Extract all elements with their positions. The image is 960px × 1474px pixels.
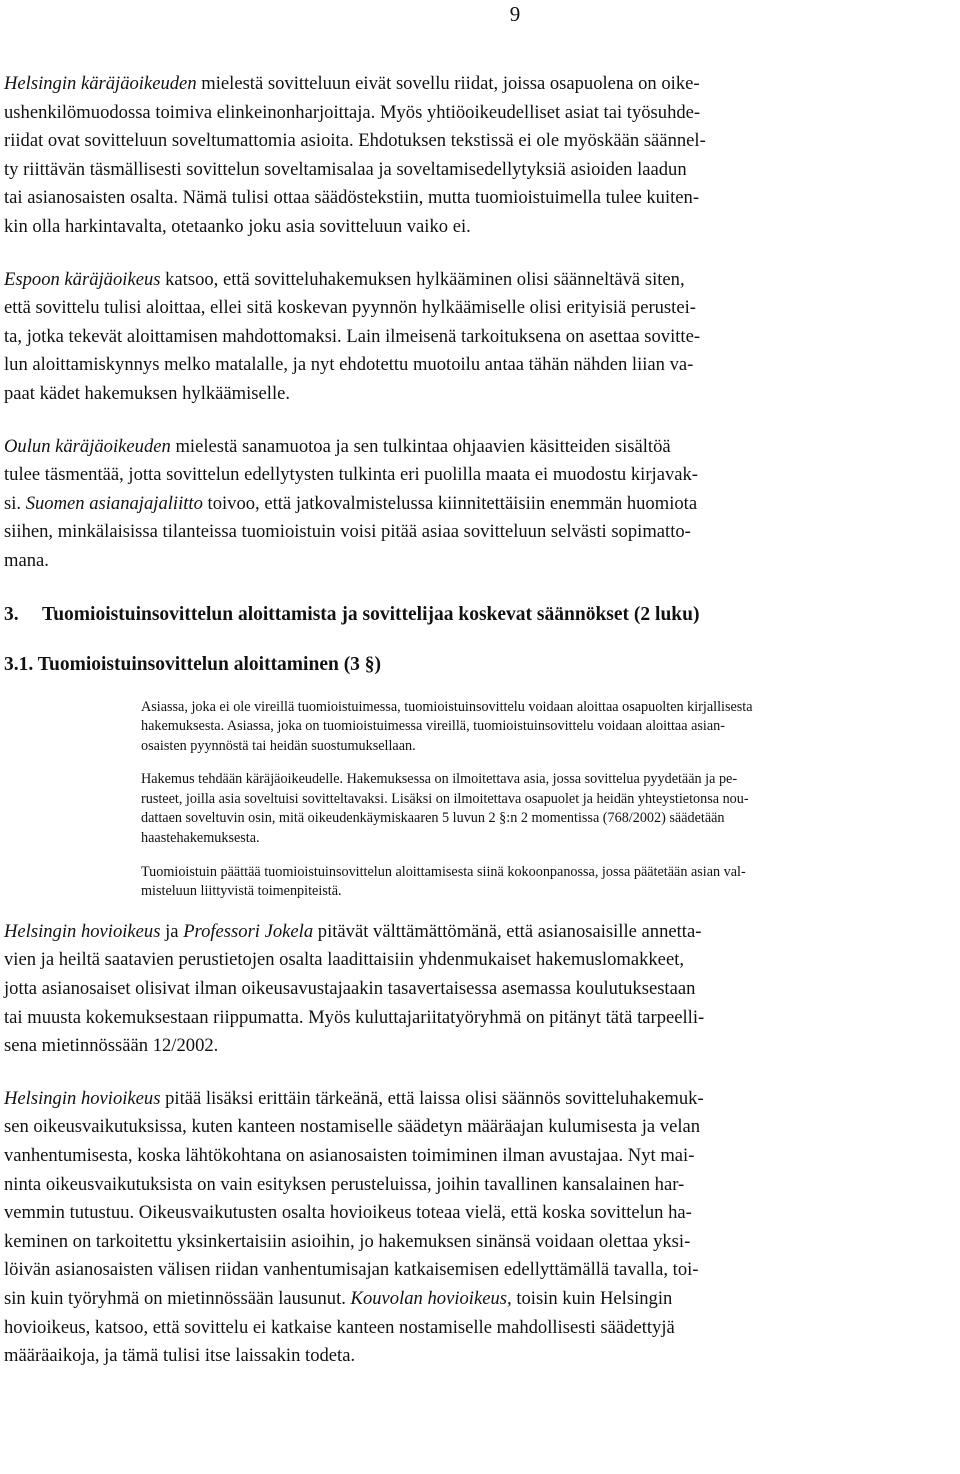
text-line [4,351,956,380]
section-number: 3. [4,603,19,625]
paragraph [4,70,956,242]
quote-paragraph [141,770,956,848]
text-run: vien ja heiltä saatavien perustietojen osalta laadittaisiin yhdenmukaiset hakemuslomakkeet, [4,949,685,971]
text-run: mielestä sanamuotoa ja sen tulkintaa ohjaavien käsitteiden sisältöä [170,435,671,457]
text-line [4,1142,956,1171]
text-line [4,1342,956,1371]
text-line [4,1256,956,1285]
italic-entity: Professori Jokela [183,920,314,942]
text-line [4,433,956,462]
text-line [4,266,956,295]
paragraphs-after [4,918,956,1371]
text-run: kin olla harkintavalta, otetaanko joku asia sovitteluun vaiko ei. [4,215,471,237]
text-line [4,1314,956,1343]
text-run: sena mietinnössään 12/2002. [4,1035,219,1057]
text-line [4,294,956,323]
text-run: lun aloittamiskynnys melko matalalle, ja nyt ehdotettu muotoilu antaa tähän nähden liian va- [4,354,694,376]
quote-line: osaisten pyynnöstä tai heidän suostumuksellaan. [141,737,416,754]
paragraphs-before [4,70,956,576]
text-line [4,184,956,213]
text-run: katsoo, että sovitteluhakemuksen hylkääminen olisi säänneltävä siten, [160,268,685,290]
section-title: Tuomioistuinsovittelun aloittamista ja sovittelijaa koskevat säännökset (2 luku) [42,603,700,625]
text-line [4,1228,956,1257]
text-line [4,518,956,547]
text-run: si. [4,492,26,514]
text-run: ta, jotka tekevät aloittamisen mahdottomaksi. Lain ilmeisenä tarkoituksena on asettaa sovitte- [4,325,701,347]
quote-line: Tuomioistuin päättää tuomioistuinsovittelun aloittamisesta siinä kokoonpanossa, jossa päätetään asian val- [141,863,746,880]
text-run: sin kuin työryhmä on mietinnössään lausunut. [4,1287,351,1309]
text-line [4,1113,956,1142]
text-run: pitävät välttämättömänä, että asianosaisille annetta- [313,920,702,942]
text-run: paat kädet hakemuksen hylkäämiselle. [4,382,291,404]
text-line [4,70,956,99]
text-run: mana. [4,549,49,571]
text-run: ninta oikeusvaikutuksista on vain esityksen perusteluissa, joihin tavallinen kansalainen har- [4,1173,685,1195]
text-line [4,1004,956,1033]
text-run: vanhentumisesta, koska lähtökohtana on asianosaisten toimiminen ilman avustajaa. Nyt mai- [4,1145,695,1166]
quote-line: misteluun liittyvistä toimenpiteistä. [141,883,342,900]
text-run: löivän asianosaisten välisen riidan vanhentumisajan katkaisemisen edellyttämällä tavalla, toi- [4,1259,699,1281]
subsection-heading-3-1: 3.1. Tuomioistuinsovittelun aloittaminen (3 §) [4,653,382,675]
quote-line: hakemuksesta. Asiassa, joka on tuomioistuimessa vireillä, tuomioistuinsovittelu voidaan aloittaa asian- [141,718,725,735]
paragraph [4,1085,956,1371]
text-run: keminen on tarkoitettu yksinkertaisiin asioihin, jo hakemuksen sinänsä voidaan olettaa yksi- [4,1230,691,1252]
page-number: 9 [509,2,521,26]
italic-entity: Helsingin käräjäoikeuden [4,73,197,94]
text-line [4,156,956,185]
italic-entity: Espoon käräjäoikeus [4,268,161,290]
quote-line: dattaen soveltuvin osin, mitä oikeudenkäymiskaaren 5 luvun 2 §:n 2 momentissa (768/2002) säädetään [141,810,725,827]
text-line [4,1032,956,1061]
text-run: siihen, minkälaisissa tilanteissa tuomioistuin voisi pitää asiaa sovitteluun selvästi sopimatto- [4,521,691,543]
text-line [4,975,956,1004]
text-run: hovioikeus, katsoo, että sovittelu ei katkaise kanteen nostamiselle mahdollisesti säädettyjä [4,1316,675,1338]
text-run: riidat ovat sovitteluun soveltumattomia asioita. Ehdotuksen tekstissä ei ole myöskään säännel- [4,130,706,152]
quote-paragraph [141,863,956,902]
italic-entity: Oulun käräjäoikeuden [4,435,171,457]
text-run: pitää lisäksi erittäin tärkeänä, että laissa olisi säännös sovitteluhakemuk- [160,1087,704,1109]
italic-entity: Suomen asianajajaliitto [25,492,203,514]
quote-line: Asiassa, joka ei ole vireillä tuomioistuimessa, tuomioistuinsovittelu voidaan aloittaa osapuolten kirjallisesta [141,698,753,715]
text-run: toivoo, että jatkovalmistelussa kiinnitettäisiin enemmän huomiota [202,492,698,514]
text-run: vemmin tutustuu. Oikeusvaikutusten osalta hovioikeus toteaa vielä, että koska sovittelun ha- [4,1202,692,1224]
italic-entity: Helsingin hovioikeus [4,1087,161,1109]
text-run: mielestä sovitteluun eivät sovellu riidat, joissa osapuolena on oike- [196,73,700,94]
text-run: toisin kuin Helsingin [511,1287,673,1309]
text-run: tulee täsmentää, jotta sovittelun edellytysten tulkinta eri puolilla maata ei muodostu kirjavak- [4,464,698,486]
text-line [4,547,956,576]
text-line [4,1285,956,1314]
paragraph [4,918,956,1061]
text-run: ty riittävän täsmällisesti sovittelun soveltamisalaa ja soveltamisedellytyksiä asioiden laadun [4,158,687,180]
quote-line: haastehakemuksesta. [141,830,260,847]
text-run: sen oikeusvaikutuksissa, kuten kanteen nostamiselle säädetyn määräajan kulumisesta ja velan [4,1116,701,1138]
quote-paragraph [141,698,956,757]
document-body [4,70,956,1395]
text-line [4,1085,956,1114]
text-line [4,918,956,947]
text-run: jotta asianosaiset olisivat ilman oikeusavustajaakin tasavertaisessa asemassa koulutuksestaan [4,978,696,1000]
quote-line: Hakemus tehdään käräjäoikeudelle. Hakemuksessa on ilmoitettava asia, jossa sovittelua pyydetään ja pe- [141,771,738,788]
text-run: tai asianosaisten osalta. Nämä tulisi ottaa säädöstekstiin, mutta tuomioistuimella tulee kuiten- [4,187,700,209]
quote-line: rusteet, joilla asia soveltuisi sovitteltavaksi. Lisäksi on ilmoitettava osapuolet ja heidän yhteystietonsa nou- [141,790,749,807]
text-line [4,380,956,409]
text-run: ja [160,920,184,942]
text-line [4,213,956,242]
text-run: ushenkilömuodossa toimiva elinkeinonharjoittaja. Myös yhtiöoikeudelliset asiat tai työsuhde- [4,101,701,123]
text-line [4,1199,956,1228]
statute-quote [141,698,956,902]
section-heading-3 [4,600,956,630]
text-line [4,946,956,975]
text-line [4,99,956,128]
italic-entity: Helsingin hovioikeus [4,920,161,942]
paragraph [4,266,956,409]
text-run: määräaikoja, ja tämä tulisi itse laissakin todeta. [4,1345,356,1367]
text-run: että sovittelu tulisi aloittaa, ellei sitä koskevan pyynnön hylkäämiselle olisi erityisiä perustei- [4,297,696,319]
text-line [4,1171,956,1200]
text-run: tai muusta kokemuksestaan riippumatta. Myös kuluttajariitatyöryhmä on pitänyt tätä tarpeelli- [4,1006,705,1028]
text-line [4,323,956,352]
text-line [4,127,956,156]
paragraph [4,433,956,576]
italic-entity: Kouvolan hovioikeus, [350,1287,512,1309]
text-line [4,490,956,519]
text-line [4,461,956,490]
